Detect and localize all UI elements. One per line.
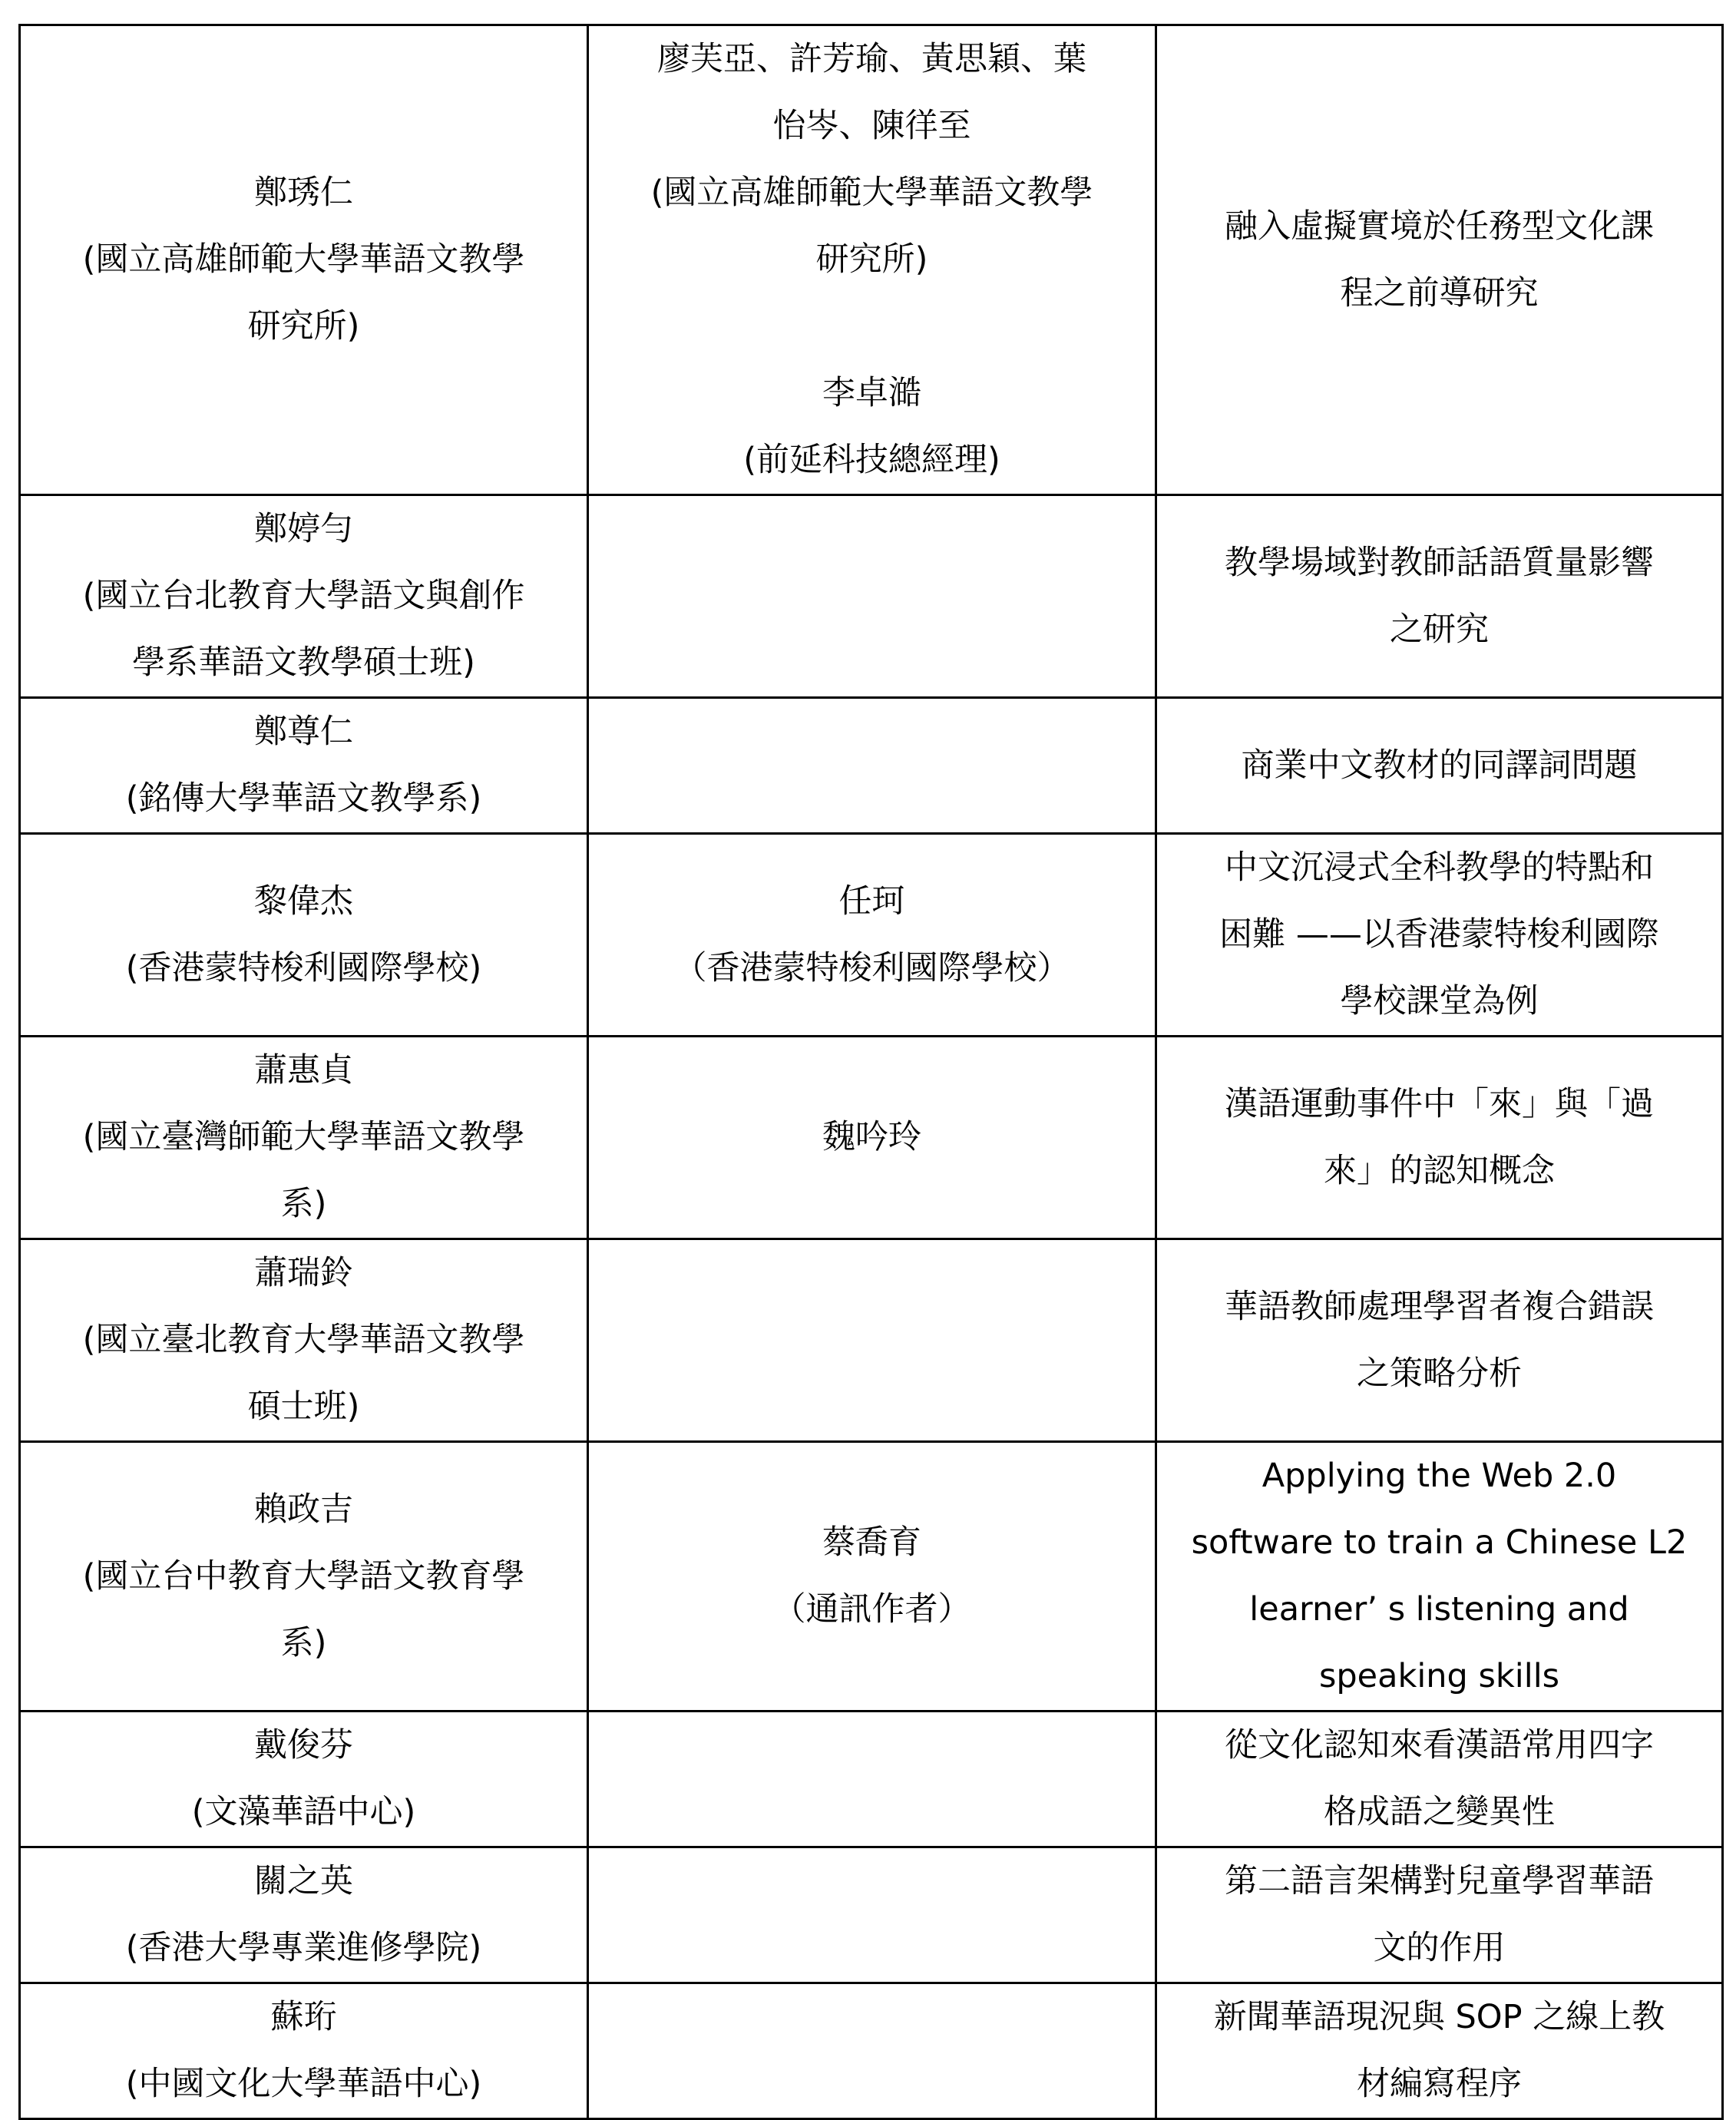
presenter-line: (文藻華語中心) — [191, 1793, 416, 1831]
title-line: learner’ s listening and — [1249, 1590, 1629, 1629]
table-row — [20, 1239, 1723, 1442]
title-line: 漢語運動事件中「來」與「過 — [1225, 1084, 1654, 1123]
title-line: 格成語之變異性 — [1324, 1793, 1555, 1831]
table-row — [20, 25, 1723, 495]
presenter-line: (中國文化大學華語中心) — [125, 2065, 482, 2103]
presenter-cell — [20, 1442, 588, 1712]
coauthor-line: （通訊作者） — [772, 1590, 971, 1629]
coauthor-line: 研究所) — [815, 240, 928, 279]
presenter-line: (國立臺灣師範大學華語文教學 — [82, 1118, 525, 1156]
coauthor-cell — [588, 698, 1156, 834]
presenter-line: 學系華語文教學碩士班) — [132, 643, 475, 682]
presenter-cell — [20, 1983, 588, 2119]
title-line: 教學場域對教師話語質量影響 — [1225, 543, 1654, 582]
title-line: Applying the Web 2.0 — [1261, 1457, 1617, 1495]
coauthor-cell — [588, 1037, 1156, 1239]
coauthor-line: 任珂 — [838, 881, 905, 921]
presenter-line: (國立臺北教育大學華語文教學 — [82, 1321, 525, 1359]
title-cell — [1156, 1983, 1723, 2119]
presenter-line: 賴政吉 — [254, 1490, 353, 1529]
title-cell — [1156, 698, 1723, 834]
title-line: software to train a Chinese L2 — [1191, 1523, 1688, 1562]
coauthor-cell — [588, 1712, 1156, 1847]
coauthor-line: 李卓澔 — [822, 374, 921, 412]
title-line: speaking skills — [1318, 1657, 1560, 1695]
presenter-line: 蕭惠貞 — [254, 1051, 353, 1090]
coauthor-line: (國立高雄師範大學華語文教學 — [650, 174, 1093, 212]
presenter-line: (國立台北教育大學語文與創作 — [82, 577, 525, 615]
title-line: 融入虛擬實境於任務型文化課 — [1225, 207, 1654, 246]
table-row — [20, 1983, 1723, 2119]
table-row — [20, 1712, 1723, 1847]
presenter-line: 系) — [280, 1623, 327, 1662]
presenter-line: (香港蒙特梭利國際學校) — [125, 948, 482, 987]
presenter-line: (香港大學專業進修學院) — [125, 1929, 482, 1967]
title-cell — [1156, 25, 1723, 495]
table-body — [20, 25, 1723, 2119]
title-line: 新聞華語現況與 SOP 之線上教 — [1213, 1998, 1665, 2036]
coauthor-cell — [588, 25, 1156, 495]
title-cell — [1156, 834, 1723, 1037]
presenter-cell — [20, 25, 588, 495]
title-cell — [1156, 1712, 1723, 1847]
table-row — [20, 698, 1723, 834]
coauthor-cell — [588, 495, 1156, 698]
presenter-line: 黎偉杰 — [254, 881, 353, 921]
title-line: 學校課堂為例 — [1340, 982, 1539, 1020]
presenter-cell — [20, 1037, 588, 1239]
title-line: 從文化認知來看漢語常用四字 — [1225, 1726, 1654, 1764]
coauthor-cell — [588, 1847, 1156, 1983]
title-line: 商業中文教材的同譯詞問題 — [1241, 746, 1638, 785]
title-cell — [1156, 1847, 1723, 1983]
title-line: 之策略分析 — [1357, 1354, 1522, 1393]
coauthor-cell — [588, 1239, 1156, 1442]
presenter-line: 鄭琇仁 — [254, 174, 353, 212]
title-line: 困難 ——以香港蒙特梭利國際 — [1219, 915, 1659, 954]
title-cell — [1156, 1037, 1723, 1239]
table-row — [20, 1847, 1723, 1983]
presenter-line: 鄭婷勻 — [254, 510, 353, 548]
table-row — [20, 495, 1723, 698]
coauthor-line: 怡岑、陳徉至 — [772, 107, 971, 145]
title-line: 文的作用 — [1373, 1929, 1506, 1967]
table-row — [20, 1037, 1723, 1239]
title-line: 來」的認知概念 — [1324, 1151, 1555, 1190]
presenter-cell — [20, 1712, 588, 1847]
presenter-cell — [20, 1847, 588, 1983]
presenter-line: 關之英 — [254, 1862, 353, 1900]
presenter-line: 鄭尊仁 — [254, 713, 353, 751]
presenter-line: (國立高雄師範大學華語文教學 — [82, 240, 525, 279]
presenter-cell — [20, 495, 588, 698]
presenter-line: (銘傳大學華語文教學系) — [125, 779, 482, 818]
title-line: 華語教師處理學習者複合錯誤 — [1225, 1287, 1654, 1326]
coauthor-line: 魏吟玲 — [822, 1118, 921, 1156]
coauthor-line: 廖芙亞、許芳瑜、黃思穎、葉 — [657, 40, 1086, 78]
title-line: 程之前導研究 — [1340, 273, 1539, 313]
presenter-cell — [20, 698, 588, 834]
presenter-line: 系) — [280, 1185, 327, 1223]
presenter-line: 研究所) — [247, 307, 360, 346]
presentation-table — [18, 24, 1724, 2120]
coauthor-cell — [588, 834, 1156, 1037]
title-cell — [1156, 1442, 1723, 1712]
title-line: 之研究 — [1390, 610, 1489, 649]
presenter-cell — [20, 834, 588, 1037]
coauthor-cell — [588, 1983, 1156, 2119]
title-line: 中文沉浸式全科教學的特點和 — [1225, 848, 1654, 887]
title-cell — [1156, 1239, 1723, 1442]
presenter-line: (國立台中教育大學語文教育學 — [82, 1556, 525, 1596]
coauthor-line: （香港蒙特梭利國際學校） — [673, 948, 1070, 987]
coauthor-line: 蔡喬育 — [822, 1523, 921, 1562]
coauthor-line — [612, 293, 1132, 360]
title-cell — [1156, 495, 1723, 698]
title-line: 材編寫程序 — [1357, 2065, 1522, 2103]
coauthor-line: (前延科技總經理) — [743, 441, 1000, 479]
table-row — [20, 834, 1723, 1037]
presenter-line: 碩士班) — [247, 1387, 360, 1426]
presenter-line: 戴俊芬 — [254, 1726, 353, 1764]
coauthor-cell — [588, 1442, 1156, 1712]
presenter-cell — [20, 1239, 588, 1442]
presenter-line: 蘇珩 — [270, 1998, 337, 2036]
table-row — [20, 1442, 1723, 1712]
title-line: 第二語言架構對兒童學習華語 — [1225, 1862, 1654, 1900]
presenter-line: 蕭瑞鈴 — [254, 1254, 353, 1292]
